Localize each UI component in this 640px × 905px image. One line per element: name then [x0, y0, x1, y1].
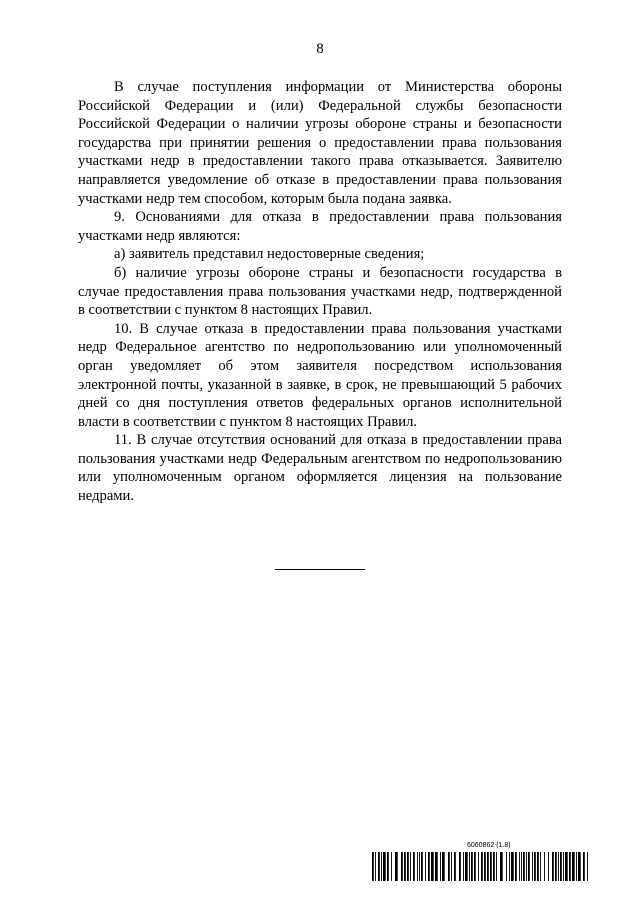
barcode-bar [471, 852, 473, 881]
barcode-bar [500, 852, 503, 881]
barcode-bar [569, 852, 571, 881]
barcode-bar [419, 852, 420, 881]
barcode-bar [484, 852, 486, 881]
section-divider [275, 569, 365, 570]
barcode-bar [413, 852, 415, 881]
barcode-bar [481, 852, 483, 881]
barcode-bar [465, 852, 468, 881]
page-number: 8 [316, 41, 324, 57]
barcode-bar [563, 852, 564, 881]
barcode-bar [478, 852, 479, 881]
barcode-bar [474, 852, 476, 881]
paragraph-9a: а) заявитель представил недостоверные сведения; [114, 246, 425, 263]
barcode-code-text: 6060862 (1.8) [467, 842, 511, 849]
paragraph-9b: б) наличие угрозы обороне страны и безопасности государства в случае предоставления права пользования участками недр, подтвержденной в соответствии с пунктом 8 настоящих Правил. [78, 264, 562, 319]
barcode-bar [410, 852, 411, 881]
barcode-bar [401, 852, 403, 881]
barcode-bar [407, 852, 409, 881]
barcode-bar [372, 852, 374, 881]
barcode-bar [532, 852, 533, 881]
barcode-bar [511, 852, 514, 881]
barcode-bar [552, 852, 554, 881]
barcode-bar [435, 852, 438, 881]
barcode-bar [526, 852, 527, 881]
barcode-bar [375, 852, 376, 881]
barcode-bar [459, 852, 461, 881]
barcode-bar [404, 852, 406, 881]
barcode-bar [431, 852, 434, 881]
barcode-bar [421, 852, 423, 881]
barcode-bar [558, 852, 559, 881]
barcode-bar [425, 852, 426, 881]
barcode-bar [381, 852, 382, 881]
paragraph-9-grounds: 9. Основаниями для отказа в предоставлении права пользования участками недр являются: [78, 209, 562, 244]
barcode-bar [544, 852, 545, 881]
barcode-bar [448, 852, 450, 881]
barcode-bar [519, 852, 520, 881]
barcode-bar [576, 852, 577, 881]
paragraph-11-license: 11. В случае отсутствия оснований для отказа в предоставлении права пользования участками недр Федеральным агентством по недропользованию или уполномоченным органом оформляется лицензия на пользование недрами. [78, 432, 562, 505]
barcode-bar [506, 852, 507, 881]
barcode-bar [387, 852, 389, 881]
barcode-bar [578, 852, 581, 881]
barcode-bar [496, 852, 497, 881]
barcode-bar [454, 852, 456, 881]
barcode-bar [523, 852, 525, 881]
barcode-bar [515, 852, 517, 881]
barcode-bar [528, 852, 530, 881]
barcode-bar [395, 852, 398, 881]
barcode-bar [555, 852, 557, 881]
barcode-image [371, 852, 589, 881]
barcode-bar [440, 852, 441, 881]
barcode-bar [463, 852, 464, 881]
barcode-bar [540, 852, 541, 881]
barcode-bar [428, 852, 430, 881]
barcode-bar [521, 852, 522, 881]
barcode-bar [417, 852, 418, 881]
barcode-bar [560, 852, 562, 881]
barcode-bar [451, 852, 452, 881]
barcode-bar [587, 852, 588, 881]
barcode-bar [548, 852, 549, 881]
barcode-bar [534, 852, 536, 881]
barcode-bar [487, 852, 489, 881]
barcode-bar [572, 852, 575, 881]
barcode-bar [490, 852, 492, 881]
barcode-bar [391, 852, 392, 881]
paragraph-10-notification: 10. В случае отказа в предоставлении права пользования участками недр Федеральное агентство по недропользованию или уполномоченный орган уведомляет об этом заявителя посредством использования электронной почты, указанной в заявке, в срок, не превышающий 5 рабочих дней со дня поступления ответов федеральных органов исполнительной власти в соответствии с пунктом 8 настоящих Правил. [78, 320, 562, 430]
barcode-bar [509, 852, 510, 881]
barcode-bar [583, 852, 585, 881]
barcode-bar [537, 852, 539, 881]
barcode-bar [442, 852, 445, 881]
barcode-block [371, 841, 589, 883]
barcode-bar [383, 852, 386, 881]
barcode-bar [565, 852, 568, 881]
barcode-bar [469, 852, 470, 881]
document-body [78, 78, 562, 506]
barcode-bar [493, 852, 495, 881]
paragraph-mod-refusal: В случае поступления информации от Министерства обороны Российской Федерации и (или) Федеральной службы безопасности Российской Федерации о наличии угрозы обороне страны и безопасности государства при принятии решения о предоставлении права пользования участками недр в предоставлении такого права отказывается. Заявителю направляется уведомление об отказе в предоставлении права пользования участками недр тем способом, которым была подана заявка. [78, 79, 562, 207]
barcode-bar [378, 852, 380, 881]
